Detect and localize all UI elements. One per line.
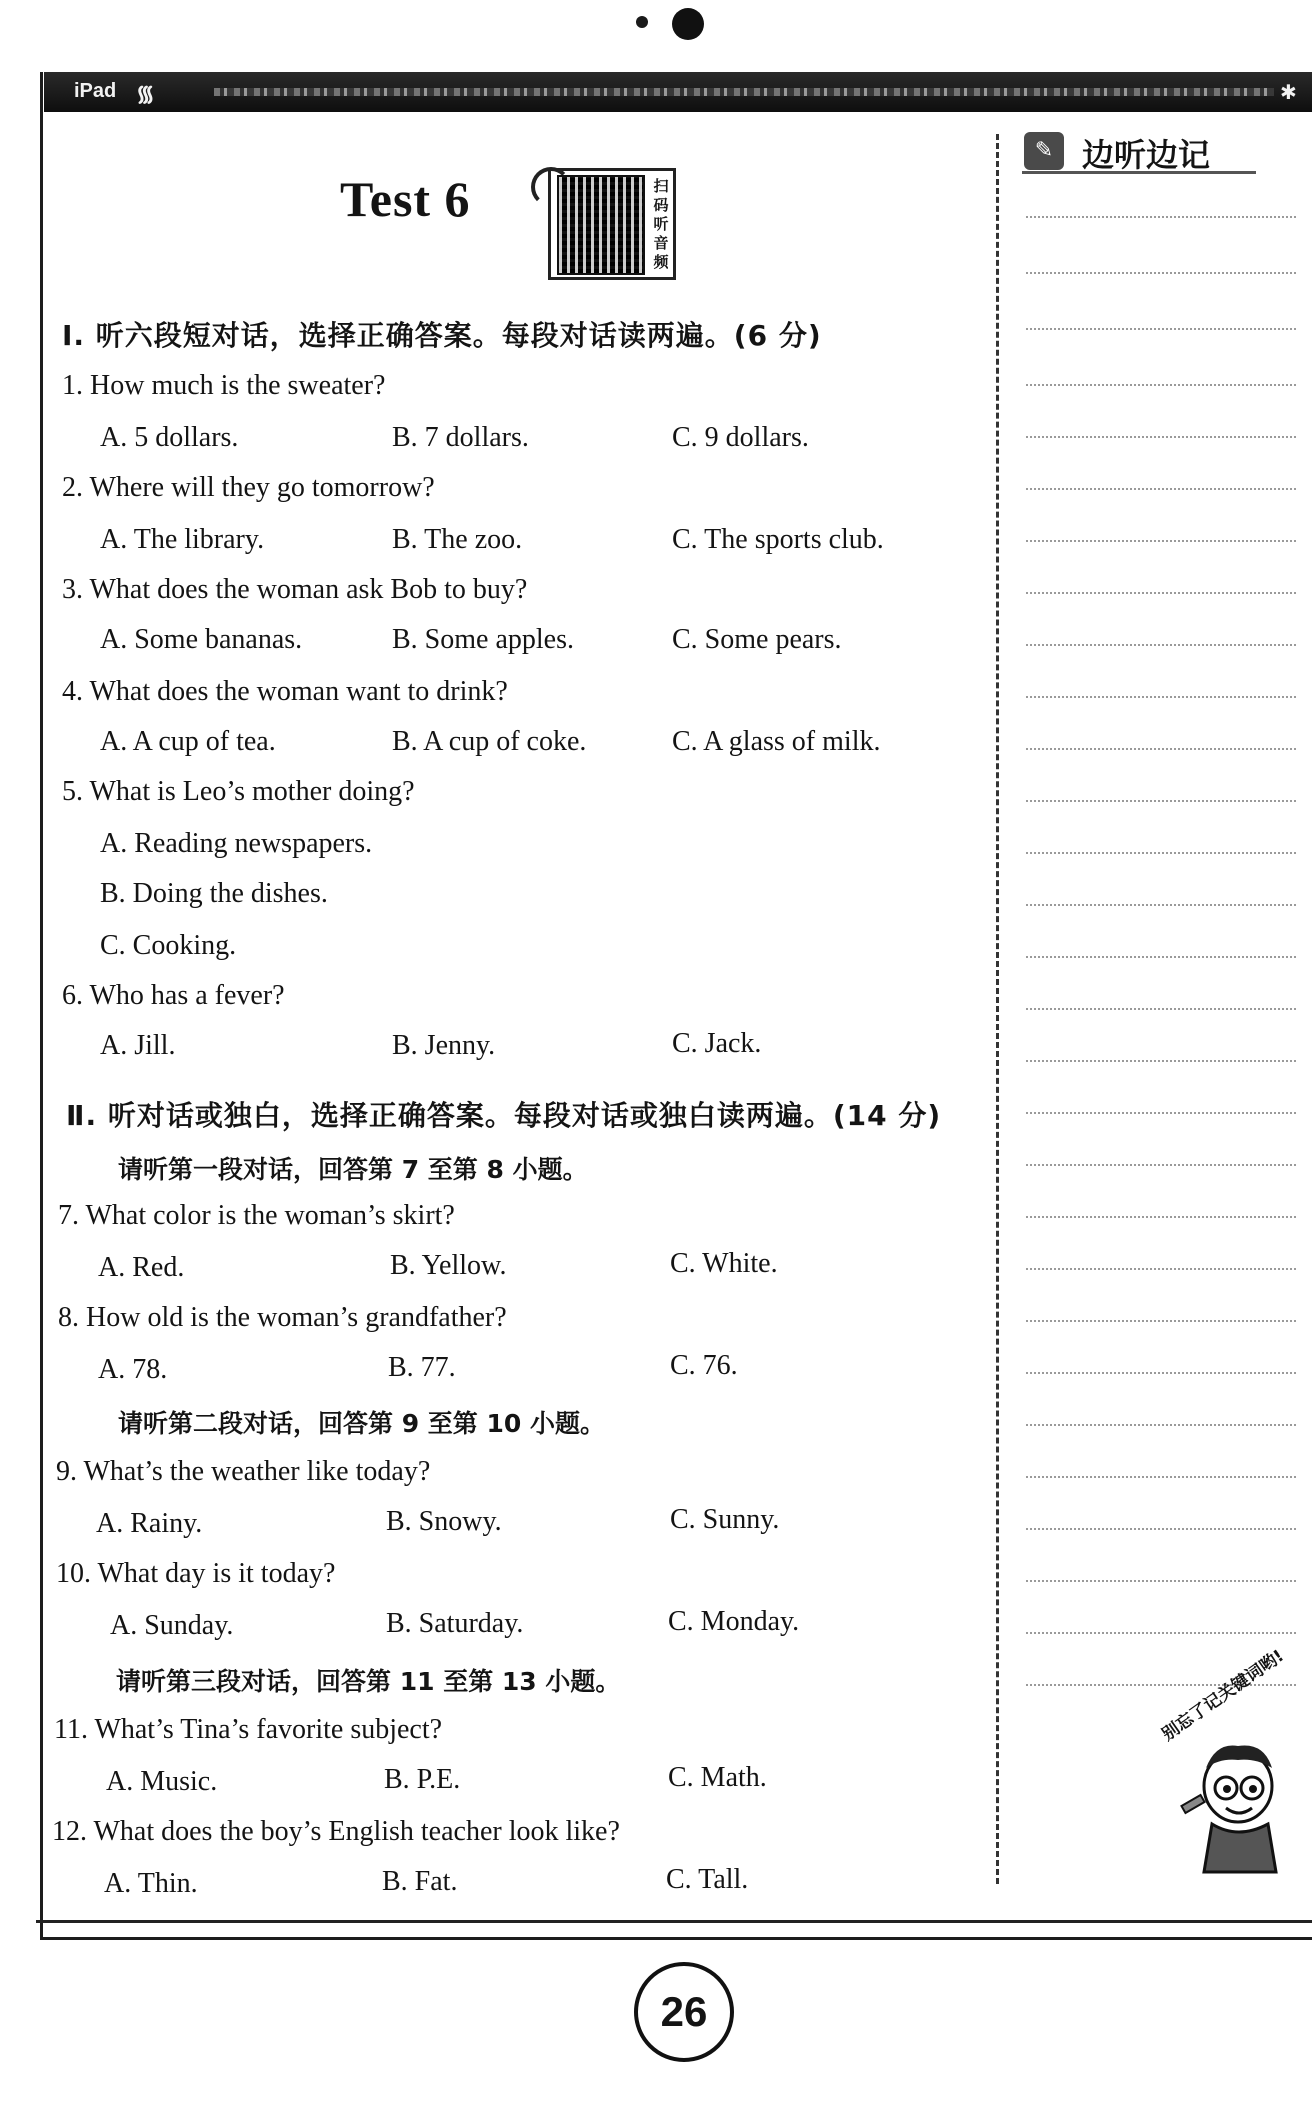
option-2c: C. The sports club. xyxy=(672,524,884,555)
note-line xyxy=(1026,748,1296,750)
ipad-status-bar xyxy=(44,72,1312,112)
note-line xyxy=(1026,1580,1296,1582)
option-3a: A. Some bananas. xyxy=(100,624,303,655)
option-1a: A. 5 dollars. xyxy=(100,422,239,453)
note-line xyxy=(1026,328,1296,330)
note-line xyxy=(1026,1268,1296,1270)
option-8b: B. 77. xyxy=(388,1352,456,1383)
option-6a: A. Jill. xyxy=(100,1030,176,1061)
option-9c: C. Sunny. xyxy=(670,1504,780,1535)
note-line xyxy=(1026,216,1296,218)
option-4c: C. A glass of milk. xyxy=(672,726,881,757)
option-8a: A. 78. xyxy=(98,1354,168,1385)
instruction-1: 请听第一段对话，回答第 7 至第 8 小题。 xyxy=(118,1155,588,1184)
option-7b: B. Yellow. xyxy=(390,1250,507,1281)
note-line xyxy=(1026,904,1296,906)
option-6c: C. Jack. xyxy=(672,1028,762,1059)
pencil-icon: ✎ xyxy=(1024,132,1064,170)
question-1: 1. How much is the sweater? xyxy=(62,370,386,401)
note-line xyxy=(1026,1320,1296,1322)
note-line xyxy=(1026,540,1296,542)
note-line xyxy=(1026,272,1296,274)
section-2-heading: Ⅱ. 听对话或独白，选择正确答案。每段对话或独白读两遍。(14 分) xyxy=(66,1099,942,1132)
note-line xyxy=(1026,384,1296,386)
notes-header xyxy=(1022,130,1256,174)
option-1b: B. 7 dollars. xyxy=(392,422,529,453)
note-line xyxy=(1026,1112,1296,1114)
option-7c: C. White. xyxy=(670,1248,778,1279)
notes-divider xyxy=(996,134,999,1884)
question-3: 3. What does the woman ask Bob to buy? xyxy=(62,574,528,605)
note-line xyxy=(1026,1216,1296,1218)
option-3c: C. Some pears. xyxy=(672,624,842,655)
option-11b: B. P.E. xyxy=(384,1764,461,1795)
note-line xyxy=(1026,1164,1296,1166)
question-4: 4. What does the woman want to drink? xyxy=(62,676,508,707)
qr-pattern xyxy=(559,177,643,273)
option-9a: A. Rainy. xyxy=(96,1508,203,1539)
device-name: iPad xyxy=(74,80,117,102)
instruction-2: 请听第二段对话，回答第 9 至第 10 小题。 xyxy=(118,1409,606,1438)
option-5a: A. Reading newspapers. xyxy=(100,828,373,859)
qr-label: 扫码听音频 xyxy=(653,177,669,271)
note-line xyxy=(1026,1476,1296,1478)
note-line xyxy=(1026,592,1296,594)
option-3b: B. Some apples. xyxy=(392,624,574,655)
option-5b: B. Doing the dishes. xyxy=(100,878,328,909)
option-10c: C. Monday. xyxy=(668,1606,800,1637)
note-line xyxy=(1026,488,1296,490)
option-12b: B. Fat. xyxy=(382,1866,458,1897)
note-line xyxy=(1026,644,1296,646)
question-2: 2. Where will they go tomorrow? xyxy=(62,472,435,503)
option-11c: C. Math. xyxy=(668,1762,767,1793)
question-5: 5. What is Leo’s mother doing? xyxy=(62,776,415,807)
note-line xyxy=(1026,696,1296,698)
title-row xyxy=(340,170,471,228)
note-line xyxy=(1026,1060,1296,1062)
option-10a: A. Sunday. xyxy=(110,1610,234,1641)
question-8: 8. How old is the woman’s grandfather? xyxy=(58,1302,507,1333)
mascot-icon xyxy=(1181,1745,1276,1872)
page-number: 26 xyxy=(634,1962,734,2062)
question-9: 9. What’s the weather like today? xyxy=(56,1456,431,1487)
question-11: 11. What’s Tina’s favorite subject? xyxy=(54,1714,443,1745)
option-2a: A. The library. xyxy=(100,524,265,555)
page-title: Test 6 xyxy=(340,171,471,227)
page-bottom-rule xyxy=(36,1920,1312,1923)
status-bar-texture xyxy=(214,88,1274,96)
note-line xyxy=(1026,852,1296,854)
option-9b: B. Snowy. xyxy=(386,1506,502,1537)
note-line xyxy=(1026,956,1296,958)
mascot-illustration xyxy=(1176,1724,1296,1874)
note-line xyxy=(1026,800,1296,802)
decorative-dot-small xyxy=(636,16,648,28)
option-2b: B. The zoo. xyxy=(392,524,523,555)
question-7: 7. What color is the woman’s skirt? xyxy=(58,1200,455,1231)
option-4a: A. A cup of tea. xyxy=(100,726,276,757)
note-line xyxy=(1026,1372,1296,1374)
notes-title: 边听边记 xyxy=(1082,136,1211,174)
option-6b: B. Jenny. xyxy=(392,1030,496,1061)
question-12: 12. What does the boy’s English teacher look like? xyxy=(52,1816,620,1847)
option-5c: C. Cooking. xyxy=(100,930,237,961)
option-8c: C. 76. xyxy=(670,1350,738,1381)
note-line xyxy=(1026,1424,1296,1426)
wifi-icon: ᯾ xyxy=(136,81,155,106)
mascot-caption: 别忘了记关键词哟! xyxy=(1158,1646,1288,1745)
note-line xyxy=(1026,1528,1296,1530)
qr-code[interactable] xyxy=(548,168,676,280)
instruction-3: 请听第三段对话，回答第 11 至第 13 小题。 xyxy=(116,1667,621,1696)
question-10: 10. What day is it today? xyxy=(56,1558,336,1589)
option-7a: A. Red. xyxy=(98,1252,185,1283)
option-12c: C. Tall. xyxy=(666,1864,749,1895)
note-line xyxy=(1026,1008,1296,1010)
note-line xyxy=(1026,1632,1296,1634)
option-12a: A. Thin. xyxy=(104,1868,198,1899)
decorative-dot-large xyxy=(672,8,704,40)
question-6: 6. Who has a fever? xyxy=(62,980,285,1011)
section-1-heading: Ⅰ. 听六段短对话，选择正确答案。每段对话读两遍。(6 分) xyxy=(62,319,822,352)
bluetooth-icon: ✱ xyxy=(1280,82,1297,104)
option-1c: C. 9 dollars. xyxy=(672,422,809,453)
option-11a: A. Music. xyxy=(106,1766,218,1797)
option-4b: B. A cup of coke. xyxy=(392,726,587,757)
option-10b: B. Saturday. xyxy=(386,1608,524,1639)
note-line xyxy=(1026,436,1296,438)
